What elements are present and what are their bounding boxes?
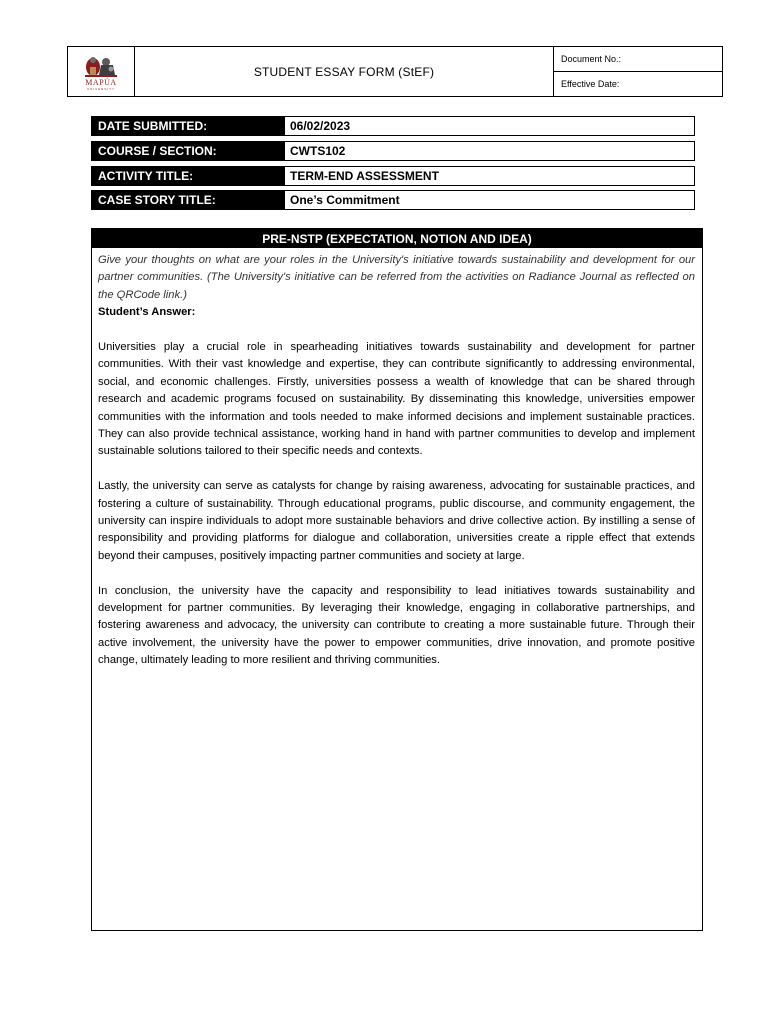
logo-subtitle: UNIVERSITY	[86, 86, 115, 91]
effective-date-label: Effective Date:	[554, 71, 722, 96]
date-submitted-row	[91, 116, 695, 136]
university-logo	[68, 47, 135, 96]
answer-paragraph: In conclusion, the university have the capacity and responsibility to lead initiatives towards sustainability and development for partner communities. By leveraging their knowledge, engaging in collaborative partnerships, and fostering awareness and advocacy, the university can contribute to creating a more sustainable future. Through their active involvement, the university have the power to empower communities, drive innovation, and promote positive change, ultimately leading to more resilient and thriving communities.	[98, 584, 695, 667]
course-section-row	[91, 141, 695, 161]
essay-section	[91, 228, 703, 931]
case-story-title-value: One’s Commitment	[284, 191, 694, 209]
document-number-label: Document No.:	[561, 54, 622, 64]
form-title: STUDENT ESSAY FORM (StEF)	[135, 47, 554, 96]
answer-paragraph: Lastly, the university can serve as catalysts for change by raising awareness, advocating for sustainable practices, and fostering a culture of sustainability. Through educational programs, public discourse, and community engagement, the university can inspire individuals to adopt more sustainable behaviors and drive collective action. By instilling a sense of responsibility and providing platforms for dialogue and collaboration, universities create a ripple effect that extends beyond their campuses, positively impacting partner communities and society at large.	[98, 480, 695, 562]
document-meta	[554, 47, 722, 96]
activity-title-value: TERM-END ASSESSMENT	[284, 167, 694, 185]
activity-title-label: ACTIVITY TITLE:	[92, 167, 284, 185]
section-title: PRE-NSTP (EXPECTATION, NOTION AND IDEA)	[92, 229, 702, 248]
form-header	[67, 46, 723, 97]
activity-title-row	[91, 166, 695, 186]
section-body	[92, 248, 702, 670]
case-story-title-label: CASE STORY TITLE:	[92, 191, 284, 209]
essay-prompt: Give your thoughts on what are your roles in the University's initiative towards sustainability and development for our partner communities. (The University's initiative can be referred from the activities on Radiance Journal as reflected on the QRCode link.)	[98, 254, 695, 301]
logo-wordmark: MAPÚA	[85, 77, 117, 87]
case-story-title-row	[91, 190, 695, 210]
date-submitted-label: DATE SUBMITTED:	[92, 117, 284, 135]
course-section-label: COURSE / SECTION:	[92, 142, 284, 160]
date-submitted-value: 06/02/2023	[284, 117, 694, 135]
answer-paragraph: Universities play a crucial role in spearheading initiatives towards sustainability and development for partner communities. With their vast knowledge and expertise, they can contribute significantly to addressing environmental, social, and economic challenges. Firstly, universities possess a wealth of knowledge that can be shared through research and academic programs focused on sustainability. By disseminating this knowledge, universities empower communities with the information and tools needed to make informed decisions and implement sustainable practices. They can also provide technical assistance, working hand in hand with partner communities to develop and implement sustainable solutions tailored to their specific needs and contexts.	[98, 341, 695, 458]
seal-icon	[81, 53, 121, 79]
course-section-value: CWTS102	[284, 142, 694, 160]
answer-label: Student’s Answer:	[98, 306, 196, 319]
